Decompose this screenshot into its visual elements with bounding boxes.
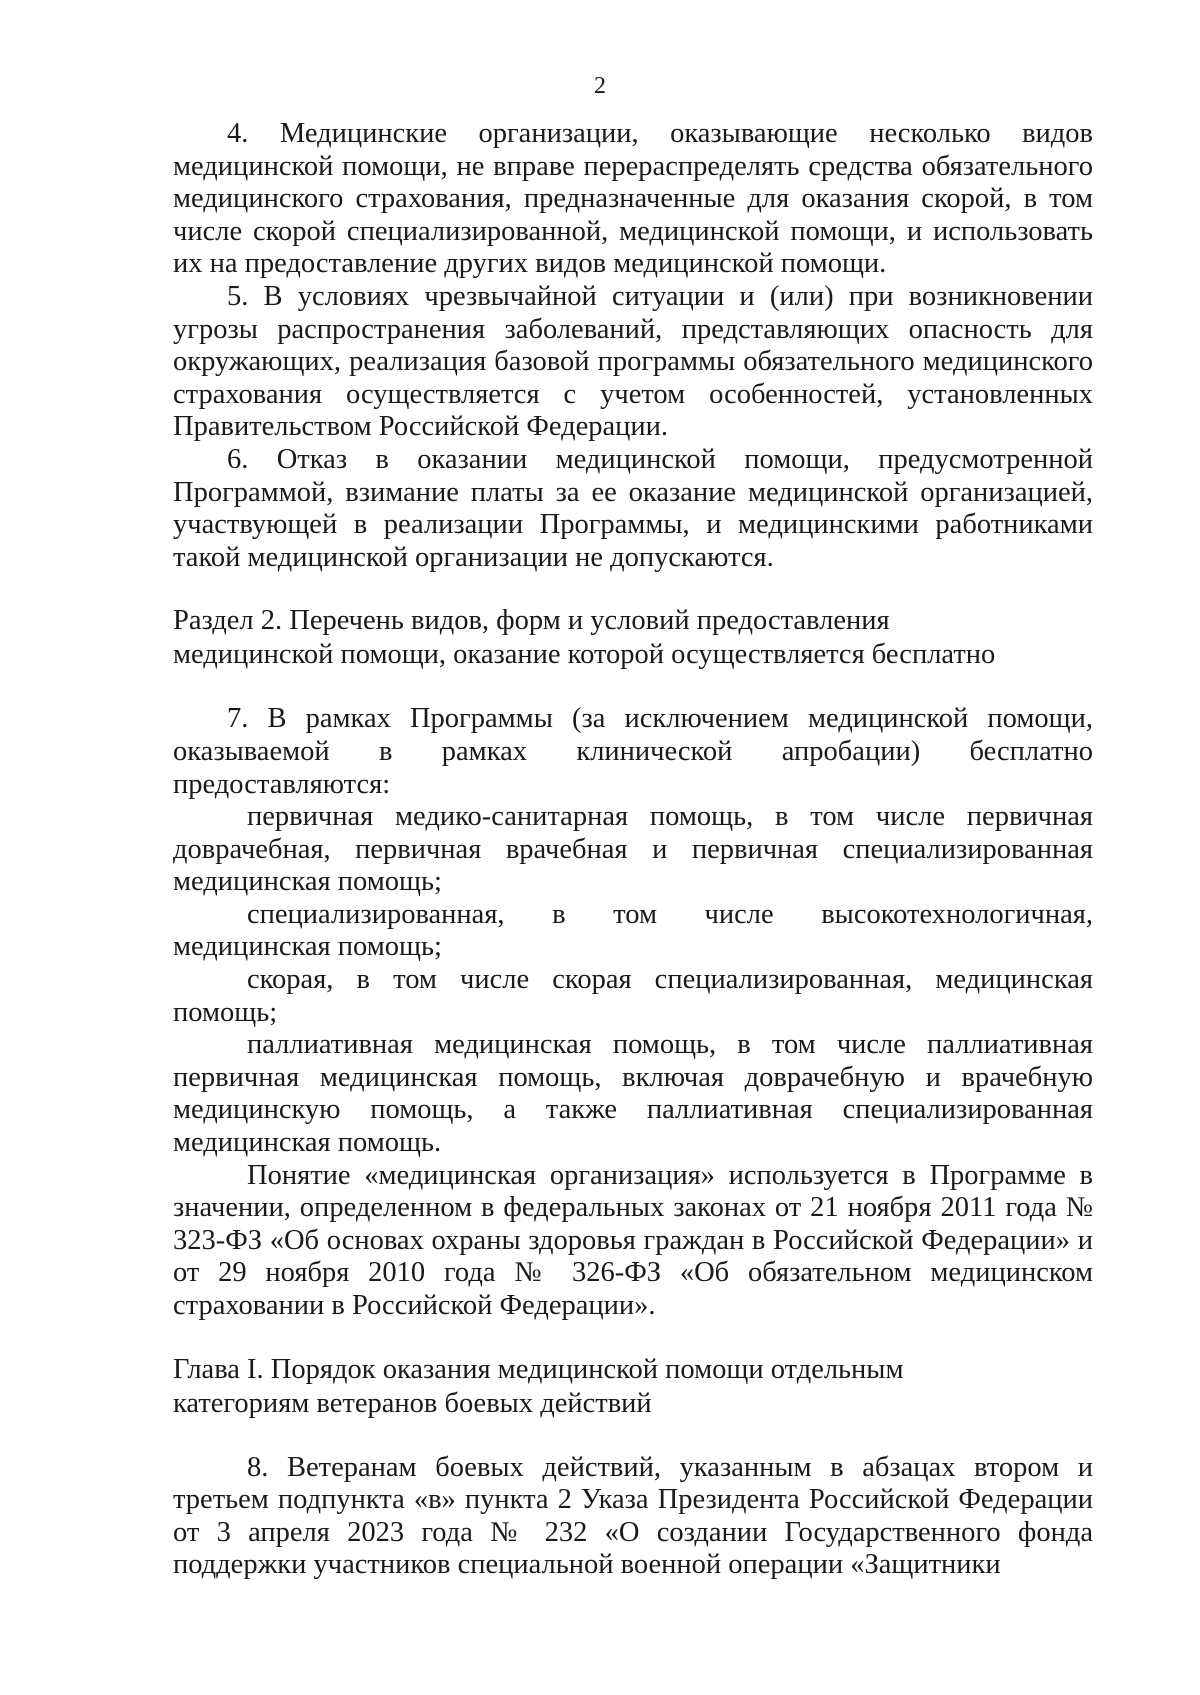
page-number: 2 (594, 73, 606, 99)
list-item-emergency-care: скорая, в том числе скорая специализированная, медицинская помощь; (173, 964, 1093, 1028)
chapter-1-heading-line-2: категориям ветеранов боевых действий (173, 1387, 652, 1419)
paragraph-concept-definition: Понятие «медицинская организация» используется в Программе в значении, определенном в федеральных законах от 21 ноября 2011 года № 323-ФЗ «Об основах охраны здоровья граждан в Российской Федерации» и от 29 ноября 2010 года № 326-ФЗ «Об обязательном медицинском страховании в Российской Федерации». (173, 1159, 1093, 1321)
paragraph-7: 7. В рамках Программы (за исключением медицинской помощи, оказываемой в рамках клинической апробации) бесплатно предоставляются: (173, 703, 1093, 800)
list-item-specialized-care: специализированная, в том числе высокотехнологичная, медицинская помощь; (173, 898, 1093, 963)
paragraph-5: 5. В условиях чрезвычайной ситуации и (или) при возникновении угрозы распространения заболеваний, представляющих опасность для окружающих, реализация базовой программы обязательного медицинского страхования осуществляется с учетом особенностей, установленных Правительством Российской Федерации. (173, 280, 1093, 443)
document-body (173, 118, 1093, 1582)
list-item-palliative-care: паллиативная медицинская помощь, в том числе паллиативная первичная медицинская помощь, включая доврачебную и врачебную медицинскую помощь, а также паллиативная специализированная медицинская помощь. (173, 1029, 1093, 1159)
spacer (173, 672, 1093, 703)
spacer (173, 1421, 1093, 1452)
paragraph-8: 8. Ветеранам боевых действий, указанным в абзацах втором и третьем подпункта «в» пункта 2 Указа Президента Российской Федерации от 3 апреля 2023 года № 232 «О создании Государственного фонда поддержки участников специальной военной операции «Защитники (173, 1451, 1093, 1581)
chapter-1-heading-line-1: Глава I. Порядок оказания медицинской помощи отдельным (173, 1353, 904, 1385)
spacer (173, 574, 1093, 604)
spacer (173, 1323, 1093, 1353)
section-2-heading-line-1: Раздел 2. Перечень видов, форм и условий предоставления (173, 605, 890, 637)
paragraph-6: 6. Отказ в оказании медицинской помощи, предусмотренной Программой, взимание платы за ее оказание медицинской организацией, участвующей в реализации Программы, и медицинскими работниками такой медицинской организации не допускаются. (173, 443, 1093, 573)
paragraph-4: 4. Медицинские организации, оказывающие несколько видов медицинской помощи, не вправе перераспределять средства обязательного медицинского страхования, предназначенные для оказания скорой, в том числе скорой специализированной, медицинской помощи, и использовать их на предоставление других видов медицинской помощи. (173, 118, 1093, 280)
section-2-heading-line-2: медицинской помощи, оказание которой осуществляется бесплатно (173, 639, 996, 671)
list-item-primary-care: первичная медико-санитарная помощь, в том числе первичная доврачебная, первичная врачебная и первичная специализированная медицинская помощь; (173, 801, 1093, 898)
